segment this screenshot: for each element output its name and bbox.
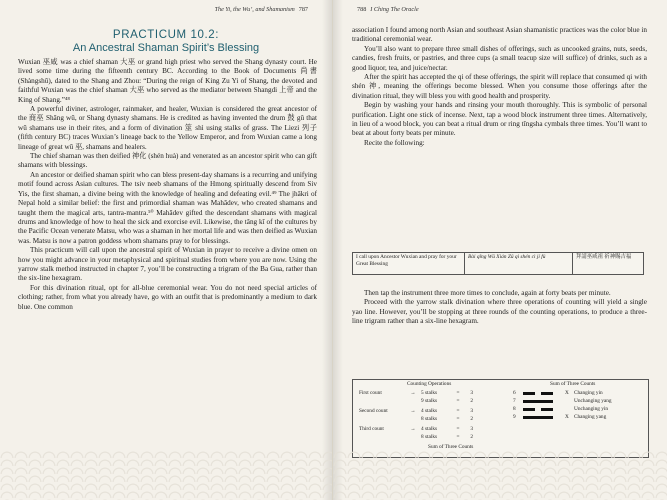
count-row: 9 stalks = 2 <box>421 398 473 404</box>
practicum-title: An Ancestral Shaman Spirit’s Blessing <box>72 42 260 54</box>
wave-pattern-decoration <box>0 450 332 500</box>
wave-pattern-decoration <box>333 450 667 500</box>
paragraph: A powerful diviner, astrologer, rainmaker, and healer, Wuxian is considered the great ancestor of the 商巫 Shāng wū, or Shang dynasty shamans. He is credited as having invented the drum 鼓 gǔ that wū shamans use in their rites, and a form of divination 筮 shì using stalks of grass. The Liezi 列子 (fifth century BC) traces Wuxian’s lineage back to the Yellow Emperor, and from Wuxian came a long lineage of great wū 巫, shamans and healers. <box>18 105 317 151</box>
invocation-english: I call upon Ancestor Wuxian and pray for your Great Blessing <box>353 253 465 274</box>
invocation-romanized: Bài qǐng Wū Xián Zǔ qì shén cì jí fú <box>465 253 573 274</box>
arrow-icon: → <box>410 426 416 432</box>
right-body-text-bottom <box>352 289 647 327</box>
broken-yin-line-icon <box>523 392 553 395</box>
right-running-head: 788 I Ching The Oracle <box>357 6 419 13</box>
count-row: 8 stalks = 2 <box>421 416 473 422</box>
sum-row: 9 X Changing yang <box>513 414 607 420</box>
solid-yang-line-icon <box>523 416 553 419</box>
paragraph: Begin by washing your hands and rinsing your mouth thoroughly. This is symbolic of personal purification. Light one stick of incense. Next, tap a wood block instrument three times. Alternatively, in lieu of a wood block, you can beat a ritual drum or ring tîngsha cymbals three times. You’ll want to beat at about forty beats per minute. <box>352 101 647 138</box>
counting-operations-header: Counting Operations <box>407 381 452 387</box>
paragraph: association I found among north Asian and southeast Asian shamanistic practices was the color blue in traditional ceremonial wear. <box>352 26 647 44</box>
sum-row: 7 Unchanging yang <box>513 398 612 404</box>
paragraph: Wuxian 巫咸 was a chief shaman 大巫 or grand high priest who served the Shang dynasty court. He lived some time during the fifteenth century BC. According to the Book of Documents 尚書 (Shàngshū), dated to the Shang and Zhou: “During the reign of King Zu Yi of Shang, the devoted and faithful Wuxian was the chief shaman 大巫 who served as the mediator between Shangdi 上帝 and the King of Shang.”⁴⁸ <box>18 58 317 104</box>
paragraph: You’ll also want to prepare three small dishes of offerings, such as uncooked grains, nuts, seeds, candies, fresh fruits, or pastries, and three cups (a small teacup size will suffice) of drinks, such as a good liquor, tea, and juice/nectar. <box>352 44 647 72</box>
count-row: Second count → 4 stalks = 3 <box>359 408 473 414</box>
right-page <box>333 0 667 500</box>
paragraph: This practicum will call upon the ancestral spirit of Wuxian in prayer to receive a divine omen on how you might advance in your metaphysical and spiritual studies from where you are now. Using the yarrow stalk method instructed in chapter 7, you’ll be constructing a trigram of the Ba Gua, rather than the six-line hexagram. <box>18 246 317 283</box>
count-row: 8 stalks = 2 <box>421 434 473 440</box>
right-page-number: 788 <box>357 6 367 13</box>
arrow-icon: → <box>410 390 416 396</box>
paragraph: After the spirit has accepted the qi of these offerings, the spirit will replace that consumed qi with shén 神, meaning the offerings become blessed. When you consume those offerings after the divination ritual, they will bless you with good health and prosperity. <box>352 73 647 100</box>
count-row: First count → 5 stalks = 3 <box>359 390 473 396</box>
arrow-icon: → <box>410 408 416 414</box>
left-page-number: 787 <box>298 6 308 13</box>
paragraph: Recite the following: <box>364 138 425 147</box>
paragraph: For this divination ritual, opt for all-blue ceremonial wear. You do not need special articles of clothing; rather, from what you already have, go with an outfit that is predominantly a medium to dark blue. One common <box>18 283 317 311</box>
counting-operations-table <box>352 379 649 458</box>
invocation-chinese: 拜請巫咸祖 祈神賜吉福 <box>576 254 632 260</box>
left-running-head: The Yi, the Wu’, and Shamanism 787 <box>214 6 308 13</box>
changing-mark: X <box>565 390 569 396</box>
sum-row: 6 X Changing yin <box>513 390 603 396</box>
practicum-number: PRACTICUM 10.2: <box>112 29 220 41</box>
solid-yang-line-icon <box>523 400 553 403</box>
paragraph: An ancestor or deified shaman spirit who can bless present-day shamans is a recurring and unifying motif found across Asian cultures. The tsiv neeb shamans of the Hmong spiritually descend from Siv Yis, the first shaman, a divine being with the knowledge of healing and defeating evil.⁴⁹ The jhākri of Nepal hold a similar belief: the first and primordial shaman was Mahādev, who created shamans and taught them the magical arts, tantra-mantra.⁵⁰ Mahādev gifted the descendant shamans with magical drums and knowledge of how to heal the sick and exorcise evil. Likewise, the tâng kî of the cultures by the Pacific Ocean venerate Matsu, who was a shaman in her mortal life and was then deified as Wuxian was. Matsu is now a patron goddess whom shamans pray to for blessings. <box>18 170 317 245</box>
broken-yin-line-icon <box>523 408 553 411</box>
paragraph: The chief shaman was then deified 神化 (shén huà) and venerated as an ancestor spirit who can gift shamans with blessings. <box>18 152 317 170</box>
left-body-text <box>18 58 317 312</box>
sum-of-counts-footer: Sum of Three Counts <box>428 444 474 450</box>
changing-mark: X <box>565 414 569 420</box>
paragraph: Proceed with the yarrow stalk divination where three operations of counting will yield a single yao line. However, you’ll be stopping at three rounds of the counting operations, to produce a three-line trigram rather than a six-line hexagram. <box>352 298 647 326</box>
sum-of-counts-header: Sum of Three Counts <box>550 381 596 387</box>
practicum-heading <box>16 29 316 55</box>
left-page <box>0 0 333 500</box>
sum-row: 8 Unchanging yin <box>513 406 608 412</box>
count-row: Third count → 4 stalks = 3 <box>359 426 473 432</box>
invocation-table <box>352 252 644 275</box>
paragraph: Then tap the instrument three more times to conclude, again at forty beats per minute. <box>364 289 611 297</box>
right-body-text-top <box>352 26 647 148</box>
